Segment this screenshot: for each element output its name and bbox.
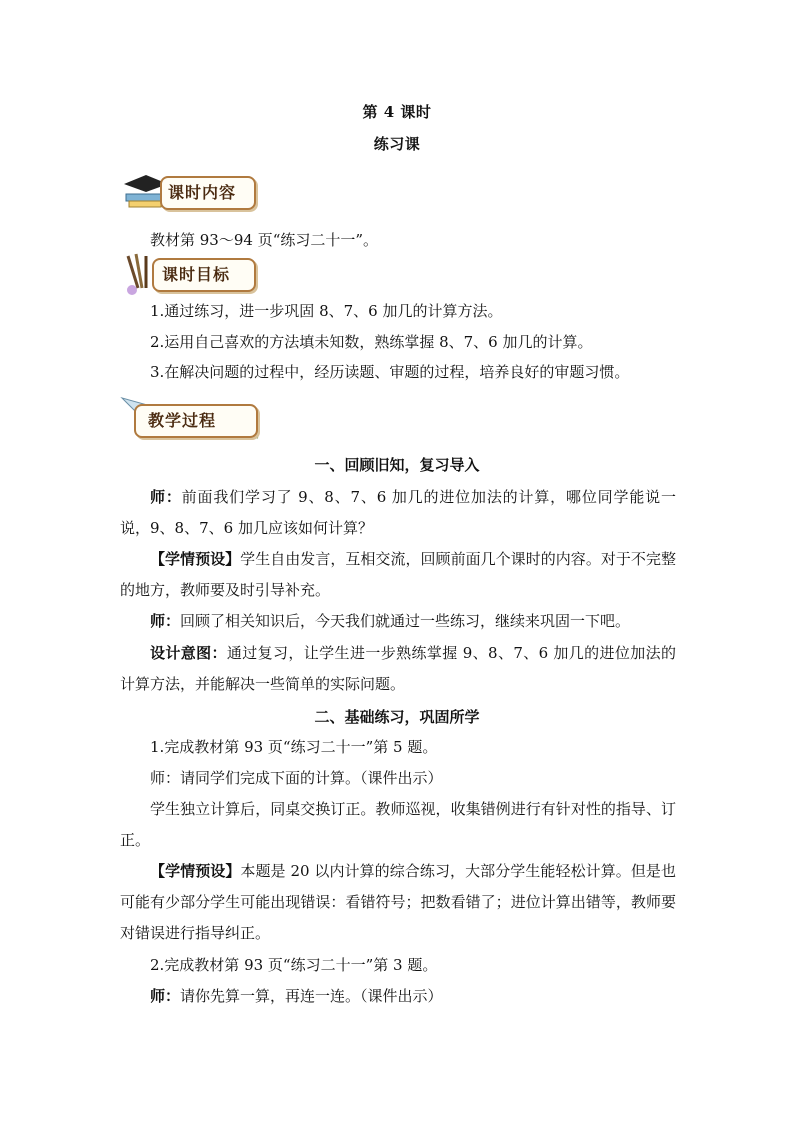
section2-teacher-instruction: 师：请同学们完成下面的计算。（课件出示） (150, 769, 443, 787)
paragraph-text: 本题是 20 以内计算的综合练习，大部分学生能轻松计算。但是也可能有少部分学生可能出现错误：看错符号；把数看错了；进位计算出错等，教师要对错误进行指导纠正。 (120, 862, 676, 942)
paragraph-text: 通过复习，让学生进一步熟练掌握 9、8、7、6 加几的进位加法的计算方法，并能解决一些简单的实际问题。 (120, 644, 676, 693)
section2-exercise-2: 2.完成教材第 93 页“练习二十一”第 3 题。 (150, 956, 438, 974)
goals-badge-label: 课时目标 (162, 265, 231, 284)
section2-exercise-1: 1.完成教材第 93 页“练习二十一”第 5 题。 (150, 738, 438, 756)
design-intent-label: 设计意图： (150, 644, 227, 662)
section1-teacher-question (120, 482, 676, 544)
section1-student-preset (120, 544, 676, 606)
section2-teacher-connect (120, 981, 676, 1012)
teacher-label: 师： (150, 987, 181, 1005)
section1-heading: 一、回顾旧知，复习导入 (314, 456, 480, 474)
paragraph-text: 回顾了相关知识后，今天我们就通过一些练习，继续来巩固一下吧。 (180, 612, 631, 630)
content-text: 教材第 93～94 页“练习二十一”。 (150, 231, 379, 249)
goal-item-1: 1.通过练习，进一步巩固 8、7、6 加几的计算方法。 (150, 302, 503, 320)
section2-student-preset (120, 856, 676, 949)
goal-item-3: 3.在解决问题的过程中，经历读题、审题的过程，培养良好的审题习惯。 (150, 363, 630, 381)
content-badge-label: 课时内容 (168, 183, 237, 202)
preset-label: 【学情预设】 (150, 550, 241, 568)
process-badge-label: 教学过程 (148, 411, 217, 430)
goal-item-2: 2.运用自己喜欢的方法填未知数，熟练掌握 8、7、6 加几的计算。 (150, 333, 593, 351)
lesson-number-title: 第 4 课时 (362, 103, 432, 121)
paragraph-text: 前面我们学习了 9、8、7、6 加几的进位加法的计算，哪位同学能说一说，9、8、7、6 加几应该如何计算？ (120, 488, 676, 537)
section1-teacher-review (120, 606, 676, 637)
lesson-type-title: 练习课 (373, 135, 421, 153)
section2-student-activity: 学生独立计算后，同桌交换订正。教师巡视，收集错例进行有针对性的指导、订正。 (120, 800, 676, 849)
section1-design-intent (120, 638, 676, 700)
teacher-label: 师： (150, 612, 181, 630)
paragraph-text: 请你先算一算，再连一连。（课件出示） (180, 987, 443, 1005)
paragraph-text: 学生自由发言，互相交流，回顾前面几个课时的内容。对于不完整的地方，教师要及时引导补充。 (120, 550, 676, 599)
preset-label: 【学情预设】 (150, 862, 241, 880)
section2-heading: 二、基础练习，巩固所学 (314, 708, 480, 726)
teacher-label: 师： (150, 488, 182, 506)
